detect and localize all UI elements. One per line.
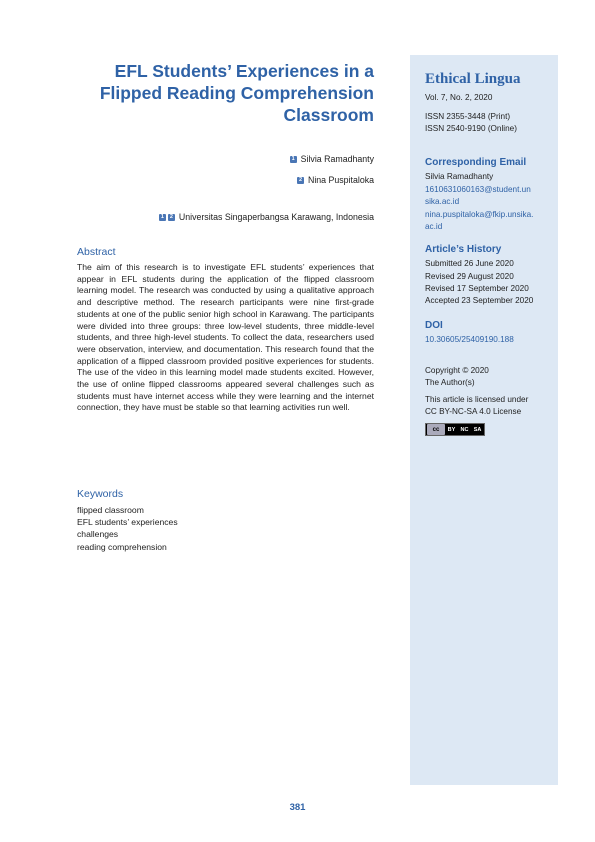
email-link-1-cont[interactable]: sika.ac.id: [425, 197, 460, 206]
title-line: Flipped Reading Comprehension: [99, 83, 374, 103]
history-heading: Article’s History: [425, 244, 502, 255]
page-number: 381: [289, 802, 306, 813]
journal-name: Ethical Lingua: [425, 71, 521, 87]
abstract-heading: Abstract: [77, 246, 116, 258]
copyright-owner: The Author(s): [425, 378, 475, 387]
history-revised-1: Revised 29 August 2020: [425, 272, 514, 281]
email-link-2[interactable]: nina.puspitaloka@fkip.unsika.: [425, 210, 534, 219]
history-revised-2: Revised 17 September 2020: [425, 284, 529, 293]
history-submitted: Submitted 26 June 2020: [425, 259, 514, 268]
affiliation: [159, 212, 374, 222]
author-1: [290, 154, 374, 164]
keyword-item: reading comprehension: [77, 541, 167, 552]
email-link-2-cont[interactable]: ac.id: [425, 222, 443, 231]
license-text: This article is licensed under: [425, 395, 529, 404]
corresponding-email-heading: Corresponding Email: [425, 157, 527, 168]
keyword-item: EFL students’ experiences: [77, 517, 178, 528]
author-name: Silvia Ramadhanty: [300, 154, 374, 164]
issn-online: ISSN 2540-9190 (Online): [425, 124, 517, 133]
affiliation-badge: 1: [160, 213, 164, 220]
copyright-line: Copyright © 2020: [425, 366, 489, 375]
cc-by-icon: BY: [447, 426, 456, 433]
author-name: Nina Puspitaloka: [307, 175, 374, 185]
cc-nc-icon: NC: [460, 426, 469, 433]
volume-info: Vol. 7, No. 2, 2020: [425, 93, 493, 102]
title-line: EFL Students’ Experiences in a: [114, 61, 374, 81]
affiliation-badge: 1: [291, 155, 295, 162]
title-line: Classroom: [283, 105, 374, 125]
history-accepted: Accepted 23 September 2020: [425, 296, 534, 305]
keyword-item: challenges: [77, 529, 119, 540]
cc-terms-icons: [445, 427, 484, 433]
cc-license-badge[interactable]: [425, 423, 485, 436]
affiliation-text: Universitas Singaperbangsa Karawang, Indonesia: [178, 212, 374, 222]
cc-logo-icon: cc: [427, 424, 445, 435]
license-name: CC BY-NC-SA 4.0 License: [425, 407, 522, 416]
affiliation-badge: 2: [169, 213, 173, 220]
article-title: [54, 60, 374, 126]
doi-heading: DOI: [425, 320, 443, 331]
corresponding-author-name: Silvia Ramadhanty: [425, 172, 494, 181]
keywords-list: [77, 504, 178, 553]
author-2: [297, 175, 374, 185]
abstract-text: The aim of this research is to investigate EFL students’ experiences that appear in EFL students during the application of the flipped classroom learning model. The research was conducted by using a qualitative approach and descriptive method. The research participants were nine first-grade students at one of the public senior high school in Karawang. The participants were divided into three groups: three low-level students, three middle-level students, and three high-level students. To collect the data, researchers used were observation, interview, and documentation. This research found that the application of a flipped classroom provided positive experiences for students. The use of the video in this learning model made students excited. However, the use of online flipped classrooms appeared several challenges such as students must have internet access while they were learning and the internet connection, they have must be stable so that learning activities run well.: [77, 262, 374, 413]
doi-link[interactable]: 10.30605/25409190.188: [425, 335, 514, 344]
affiliation-badge: 2: [298, 176, 303, 183]
email-link-1[interactable]: 1610631060163@student.un: [425, 185, 531, 194]
keywords-heading: Keywords: [77, 488, 124, 500]
keyword-item: flipped classroom: [77, 505, 144, 515]
issn-print: ISSN 2355-3448 (Print): [425, 112, 511, 121]
cc-sa-icon: SA: [473, 426, 482, 433]
